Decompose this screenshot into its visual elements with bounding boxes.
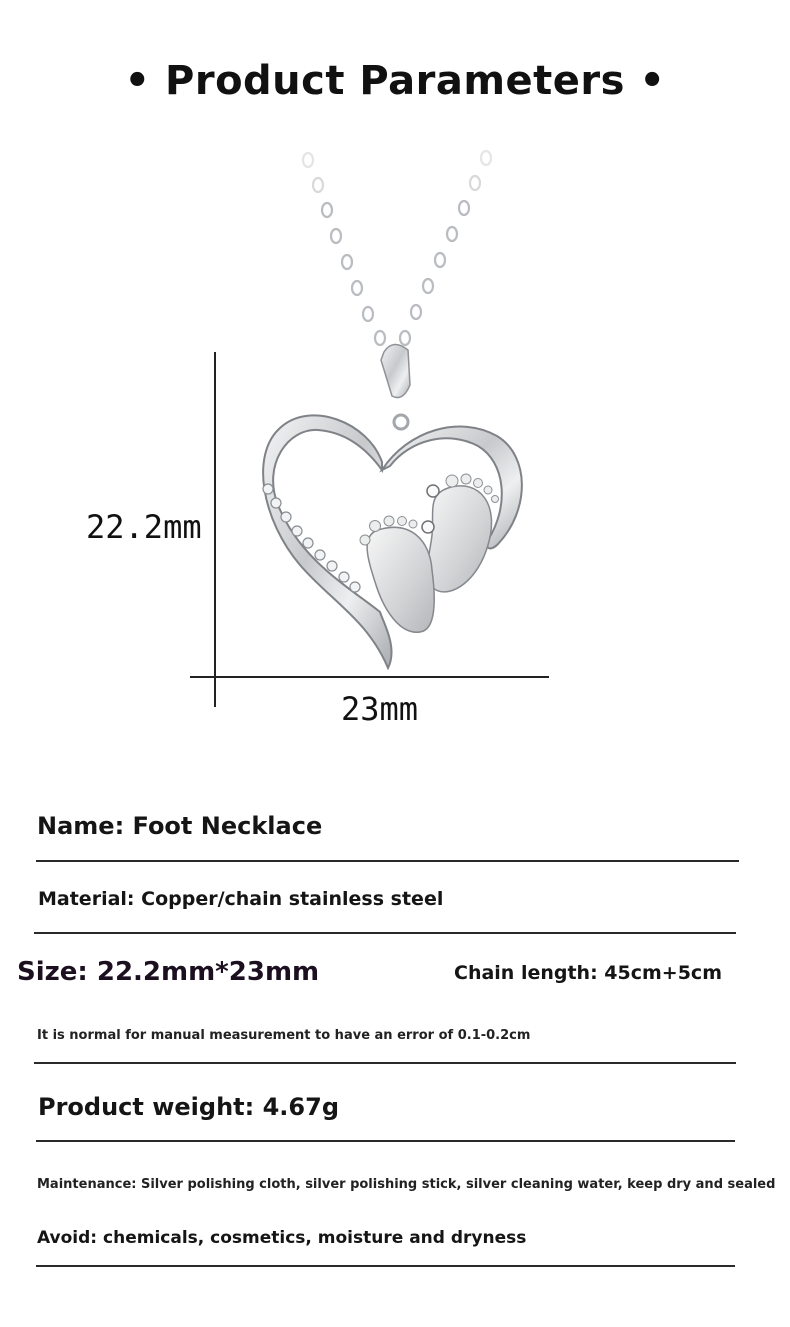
- height-label: 22.2mm: [86, 508, 202, 546]
- necklace-image: [180, 135, 580, 695]
- divider: [34, 932, 736, 934]
- param-maintenance: Maintenance: Silver polishing cloth, silver polishing stick, silver cleaning water, keep dry and sealed: [37, 1177, 776, 1192]
- measurement-note: It is normal for manual measurement to have an error of 0.1-0.2cm: [37, 1028, 531, 1043]
- param-size: Size: 22.2mm*23mm: [17, 957, 320, 987]
- param-avoid: Avoid: chemicals, cosmetics, moisture and dryness: [37, 1228, 527, 1248]
- param-weight: Product weight: 4.67g: [38, 1093, 339, 1121]
- chain: [303, 151, 491, 345]
- page-title: • Product Parameters •: [124, 58, 666, 104]
- bail: [381, 344, 410, 397]
- height-dimension-line: [214, 352, 216, 707]
- jump-ring: [394, 415, 408, 429]
- divider: [34, 1062, 736, 1064]
- param-material: Material: Copper/chain stainless steel: [38, 888, 444, 910]
- width-dimension-line: [190, 676, 549, 678]
- baby-feet: [360, 474, 499, 632]
- param-name: Name: Foot Necklace: [37, 812, 323, 840]
- divider: [36, 1140, 735, 1142]
- param-chain-length: Chain length: 45cm+5cm: [454, 962, 722, 984]
- width-label: 23mm: [341, 690, 419, 728]
- divider: [36, 1265, 735, 1267]
- divider: [36, 860, 739, 862]
